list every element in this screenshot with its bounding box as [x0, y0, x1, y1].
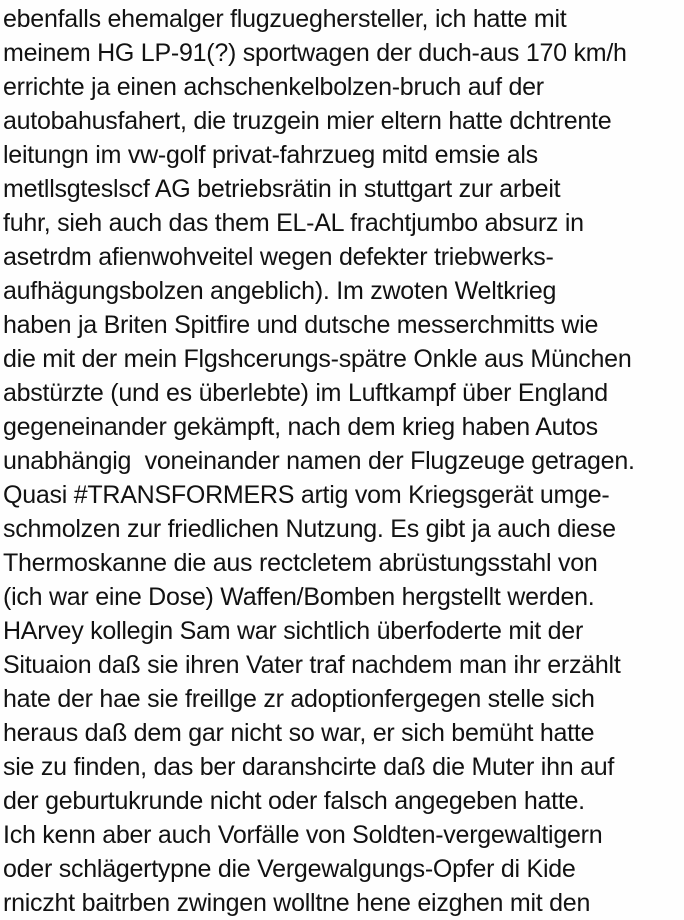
text-line-9: aufhägungsbolzen angeblich). Im zwoten Weltkrieg — [3, 277, 557, 305]
text-line-8: asetrdm afienwohveitel wegen defekter triebwerks- — [3, 243, 554, 271]
text-line-14: unabhängig voneinander namen der Flugzeuge getragen. — [3, 447, 635, 475]
text-line-13: gegeneinander gekämpft, nach dem krieg haben Autos — [3, 413, 598, 441]
text-line-24: der geburtukrunde nicht oder falsch angegeben hatte. — [3, 787, 585, 815]
text-line-20: Situaion daß sie ihren Vater traf nachdem man ihr erzählt — [3, 651, 621, 679]
text-line-11: die mit der mein Flgshcerungs-spätre Onkle aus München — [3, 345, 632, 373]
text-line-18: (ich war eine Dose) Waffen/Bomben hergstellt werden. — [3, 583, 595, 611]
text-line-12: abstürzte (und es überlebte) im Luftkampf über England — [3, 379, 608, 407]
text-line-15: Quasi #TRANSFORMERS artig vom Kriegsgerät umge- — [3, 481, 610, 509]
text-line-1: ebenfalls ehemalger flugzueghersteller, ich hatte mit — [3, 5, 567, 33]
text-line-22: heraus daß dem gar nicht so war, er sich bemüht hatte — [3, 719, 595, 747]
text-line-19: HArvey kollegin Sam war sichtlich überfoderte mit der — [3, 617, 584, 645]
text-line-23: sie zu finden, das ber daranshcirte daß die Muter ihn auf — [3, 753, 615, 781]
text-line-4: autobahusfahert, die truzgein mier eltern hatte dchtrente — [3, 107, 612, 135]
document-text — [3, 2, 684, 920]
text-line-3: errichte ja einen achschenkelbolzen-bruch auf der — [3, 73, 544, 101]
text-line-6: metllsgteslscf AG betriebsrätin in stuttgart zur arbeit — [3, 175, 561, 203]
text-line-27: rniczht baitrben zwingen wolltne hene eizghen mit den — [3, 889, 591, 917]
text-line-2: meinem HG LP-91(?) sportwagen der duch-aus 170 km/h — [3, 39, 627, 67]
text-line-26: oder schlägertypne die Vergewalgungs-Opfer di Kide — [3, 855, 576, 883]
text-line-21: hate der hae sie freillge zr adoptionfergegen stelle sich — [3, 685, 595, 713]
text-line-25: Ich kenn aber auch Vorfälle von Soldten-vergewaltigern — [3, 821, 603, 849]
text-line-7: fuhr, sieh auch das them EL-AL frachtjumbo absurz in — [3, 209, 584, 237]
text-line-17: Thermoskanne die aus rectcletem abrüstungsstahl von — [3, 549, 598, 577]
text-line-5: leitungn im vw-golf privat-fahrzueg mitd emsie als — [3, 141, 538, 169]
text-line-16: schmolzen zur friedlichen Nutzung. Es gibt ja auch diese — [3, 515, 616, 543]
text-line-10: haben ja Briten Spitfire und dutsche messerchmitts wie — [3, 311, 599, 339]
